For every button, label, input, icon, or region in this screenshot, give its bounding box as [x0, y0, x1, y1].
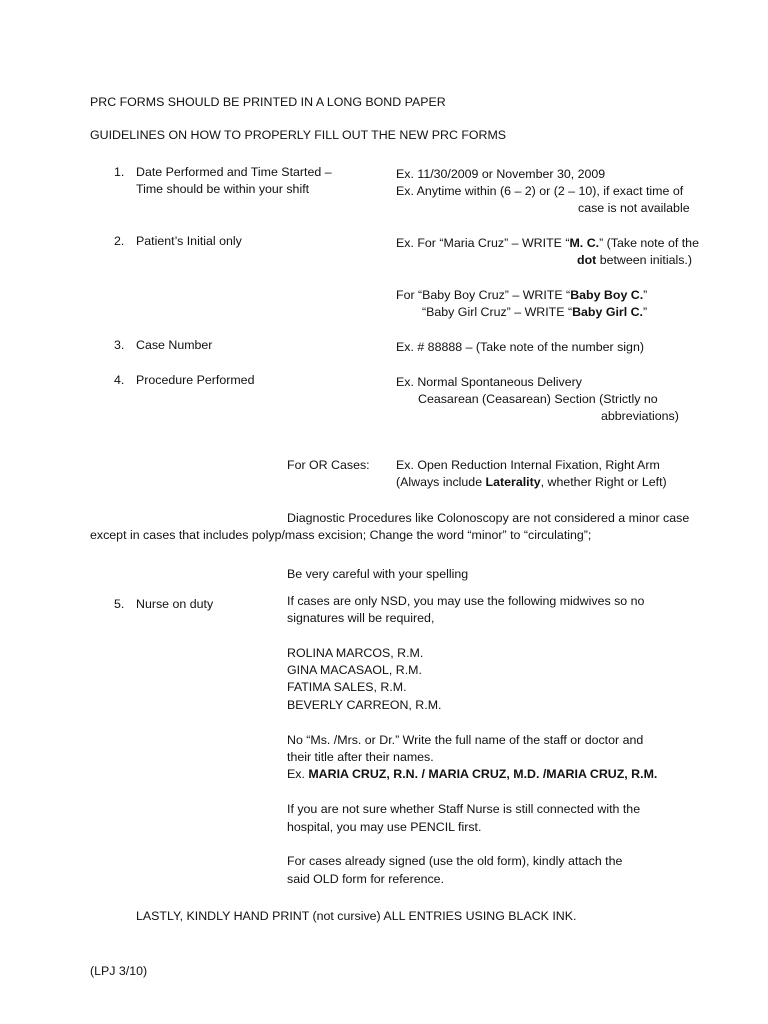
item-4-example-line3: abbreviations): [601, 409, 679, 423]
item-4-example-line1: Ex. Normal Spontaneous Delivery: [396, 375, 582, 389]
title-note-example: Ex. MARIA CRUZ, R.N. / MARIA CRUZ, M.D. /MARIA CRUZ, R.M.: [287, 767, 658, 781]
pencil-note-line2: hospital, you may use PENCIL first.: [287, 820, 482, 834]
item-1-label-line1: Date Performed and Time Started –: [136, 165, 332, 179]
title-note-line2: their title after their names.: [287, 750, 434, 764]
item-2-number: 2.: [114, 234, 125, 248]
item-2-baby-boy: For “Baby Boy Cruz” – WRITE “Baby Boy C.”: [396, 288, 648, 302]
midwife-name: ROLINA MARCOS, R.M.: [287, 646, 424, 660]
item-1-label-line2: Time should be within your shift: [136, 182, 310, 196]
item-2-baby-girl: “Baby Girl Cruz” – WRITE “Baby Girl C.”: [422, 305, 648, 319]
title-note-line1: No “Ms. /Mrs. or Dr.” Write the full name of the staff or doctor and: [287, 733, 644, 747]
diagnostic-note-line2: except in cases that includes polyp/mass excision; Change the word “minor” to “circulating”;: [90, 528, 592, 542]
item-4-number: 4.: [114, 373, 125, 387]
midwife-name: GINA MACASAOL, R.M.: [287, 663, 422, 677]
nsd-note-line1: If cases are only NSD, you may use the following midwives so no: [287, 594, 645, 608]
spelling-note: Be very careful with your spelling: [287, 567, 469, 581]
nsd-note-line2: signatures will be required,: [287, 611, 435, 625]
item-3-example: Ex. # 88888 – (Take note of the number sign): [396, 340, 644, 354]
item-1-example-line2: Ex. Anytime within (6 – 2) or (2 – 10), if exact time of: [396, 184, 684, 198]
item-3-number: 3.: [114, 338, 125, 352]
item-5-label: Nurse on duty: [136, 597, 214, 611]
old-form-note-line2: said OLD form for reference.: [287, 872, 445, 886]
item-5-number: 5.: [114, 597, 125, 611]
item-3-label: Case Number: [136, 338, 213, 352]
midwife-name: FATIMA SALES, R.M.: [287, 680, 407, 694]
item-1-example-line3: case is not available: [578, 201, 690, 215]
heading-bond-paper: PRC FORMS SHOULD BE PRINTED IN A LONG BOND PAPER: [90, 95, 446, 109]
or-cases-example-line1: Ex. Open Reduction Internal Fixation, Right Arm: [396, 458, 660, 472]
pencil-note-line1: If you are not sure whether Staff Nurse is still connected with the: [287, 802, 641, 816]
item-2-label: Patient’s Initial only: [136, 234, 242, 248]
item-1-number: 1.: [114, 165, 125, 179]
or-cases-example-line2: (Always include Laterality, whether Right or Left): [396, 475, 667, 489]
diagnostic-note-line1: Diagnostic Procedures like Colonoscopy are not considered a minor case: [287, 511, 690, 525]
item-1-example-line1: Ex. 11/30/2009 or November 30, 2009: [396, 167, 606, 181]
old-form-note-line1: For cases already signed (use the old form), kindly attach the: [287, 854, 623, 868]
item-4-example-line2: Ceasarean (Ceasarean) Section (Strictly no: [418, 392, 658, 406]
lastly-note: LASTLY, KINDLY HAND PRINT (not cursive) ALL ENTRIES USING BLACK INK.: [136, 909, 577, 923]
or-cases-label: For OR Cases:: [287, 458, 370, 472]
item-2-example-line2: dot between initials.): [577, 253, 692, 267]
item-2-example-line1: Ex. For “Maria Cruz” – WRITE “M. C.” (Take note of the: [396, 236, 699, 250]
item-4-label: Procedure Performed: [136, 373, 255, 387]
heading-guidelines: GUIDELINES ON HOW TO PROPERLY FILL OUT THE NEW PRC FORMS: [90, 128, 507, 142]
footer-code: (LPJ 3/10): [90, 964, 148, 978]
midwife-name: BEVERLY CARREON, R.M.: [287, 698, 442, 712]
